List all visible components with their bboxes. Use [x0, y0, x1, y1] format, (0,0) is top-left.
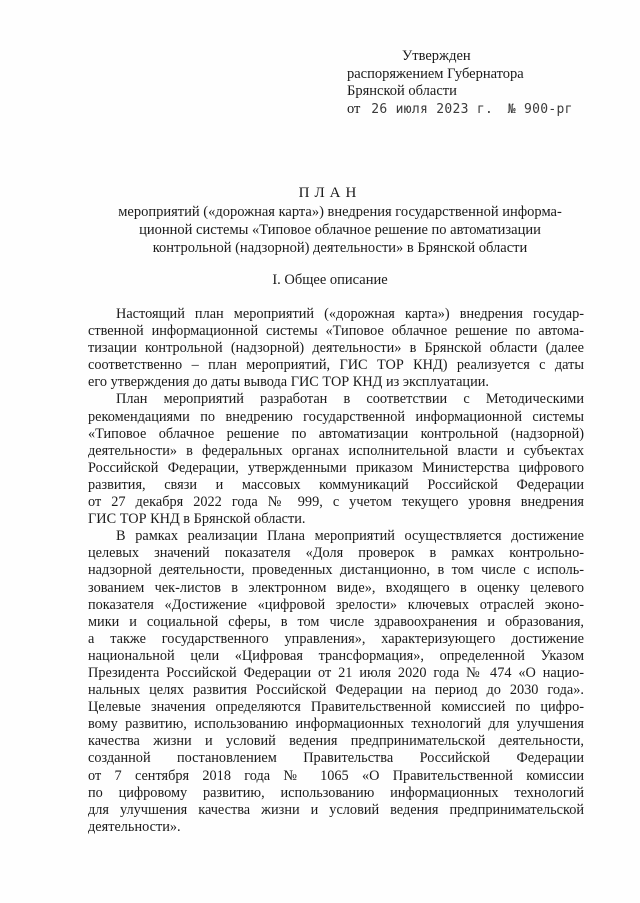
- paragraph-line: целевых значений показателя «Доля проверок в рамках контрольно-: [88, 545, 584, 562]
- paragraph-line: нальных целях развития Российской Федерации на период до 2030 года».: [88, 682, 584, 699]
- paragraph-line: В рамках реализации Плана мероприятий осуществляется достижение: [116, 528, 584, 545]
- paragraph-line: Настоящий план мероприятий («дорожная карта») внедрения государ-: [116, 306, 584, 322]
- paragraph-line: Президента Российской Федерации от 21 июля 2020 года № 474 «О нацио-: [88, 664, 584, 681]
- paragraph-line: Целевые значения определяются Правительственной комиссией по цифро-: [88, 699, 584, 716]
- paragraph-line: ственной информационной системы «Типовое облачное решение по автома-: [88, 323, 584, 340]
- paragraph-line: мики и социальной сферы, в том числе здравоохранения и образования,: [88, 613, 584, 630]
- approval-stamp: [347, 48, 573, 118]
- section-heading: I. Общее описание: [272, 272, 388, 288]
- paragraph-line: национальной цели «Цифровая трансформация», определенной Указом: [88, 647, 584, 664]
- paragraph-line: соответственно – план мероприятий, ГИС ТОР КНД) реализуется с даты: [88, 357, 584, 374]
- subtitle-line: контрольной (надзорной) деятельности» в Брянской области: [152, 240, 528, 256]
- paragraph-line: рекомендациями по внедрению государственной информационной системы: [88, 408, 584, 425]
- paragraph-line: показателя «Достижение «цифровой зрелости» ключевых отраслей эконо-: [88, 596, 584, 613]
- paragraph-line: деятельности».: [88, 818, 181, 835]
- approval-date: 26 июля 2023 г.: [371, 101, 494, 117]
- paragraph-line: его утверждения до даты вывода ГИС ТОР КНД из эксплуатации.: [88, 374, 489, 391]
- subtitle-line: ционной системы «Типовое облачное решение по автоматизации: [139, 222, 541, 238]
- approval-line-region: Брянской области: [347, 83, 457, 99]
- paragraph-line: вому развитию, использованию информационных технологий для улучшения: [88, 716, 584, 733]
- paragraph-line: от 7 сентября 2018 года № 1065 «О Правительственной комиссии: [88, 767, 584, 784]
- paragraph-line: а также государственного управления», характеризующего достижение: [88, 630, 584, 647]
- approval-line-order: распоряжением Губернатора: [347, 65, 524, 82]
- approval-date-prefix: от: [347, 100, 361, 117]
- approval-line-approved: Утвержден: [402, 48, 471, 64]
- paragraph-line: План мероприятий разработан в соответствии с Методическими: [116, 391, 584, 408]
- paragraph-line: надзорной деятельности, проведенных дистанционно, в том числе с исполь-: [88, 562, 584, 579]
- approval-line-date: [347, 101, 573, 119]
- subtitle-line: мероприятий («дорожная карта») внедрения государственной информа-: [118, 204, 562, 220]
- document-subtitle: [100, 203, 580, 257]
- document-body: [88, 306, 584, 836]
- paragraph-line: тизации контрольной (надзорной) деятельности» в Брянской области (далее: [88, 340, 584, 357]
- approval-number: № 900-рг: [507, 101, 573, 117]
- document-title: ПЛАН: [298, 185, 362, 201]
- paragraph-line: для улучшения качества жизни и условий ведения предпринимательской: [88, 801, 584, 818]
- paragraph-line: качества жизни и условий ведения предпринимательской деятельности,: [88, 733, 584, 750]
- paragraph-line: деятельности» в федеральных органах исполнительной власти и субъектах: [88, 442, 584, 459]
- paragraph-line: от 27 декабря 2022 года № 999, с учетом текущего уровня внедрения: [88, 494, 584, 511]
- paragraph-line: ГИС ТОР КНД в Брянской области.: [88, 511, 306, 528]
- paragraph-line: развития, связи и массовых коммуникаций Российской Федерации: [88, 476, 584, 493]
- paragraph-line: созданной постановлением Правительства Российской Федерации: [88, 750, 584, 767]
- paragraph-line: «Типовое облачное решение по автоматизации контрольной (надзорной): [88, 425, 584, 442]
- paragraph-line: Российской Федерации, утвержденными приказом Министерства цифрового: [88, 459, 584, 476]
- paragraph-line: зованием чек-листов в электронном виде», входящего в оценку целевого: [88, 579, 584, 596]
- paragraph-line: по цифровому развитию, использованию информационных технологий: [88, 784, 584, 801]
